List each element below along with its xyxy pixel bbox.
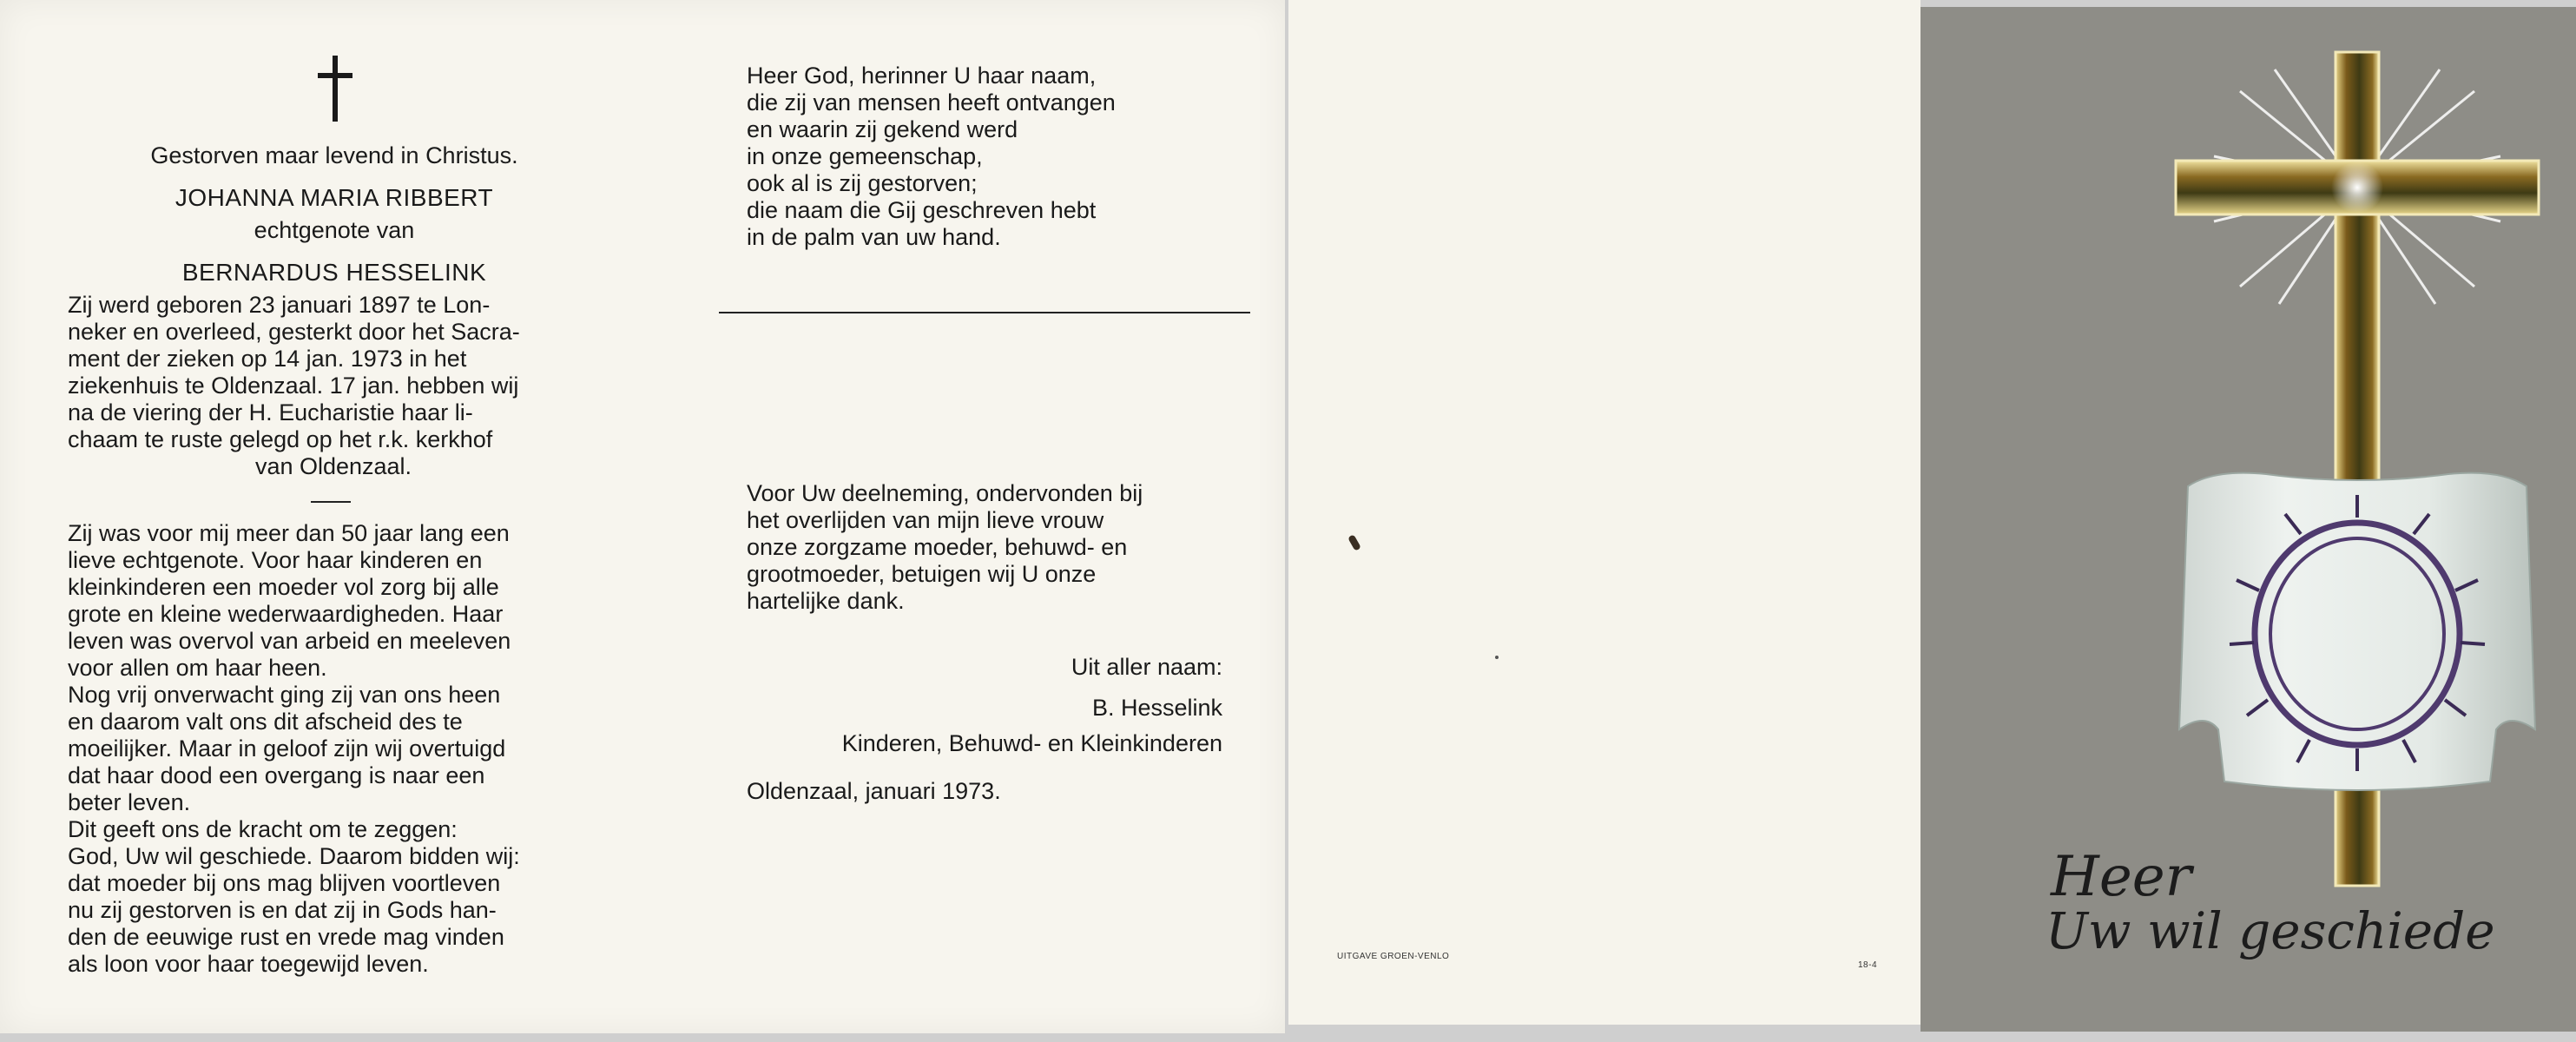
- tribute-line: Dit geeft ons de kracht om te zeggen:: [68, 816, 458, 842]
- heading-text: Gestorven maar levend in Christus.: [150, 142, 518, 168]
- tribute-line: lieve echtgenote. Voor haar kinderen en: [68, 547, 483, 573]
- prayer-line: in de palm van uw hand.: [747, 224, 1001, 250]
- spouse-name: BERNARDUS HESSELINK: [181, 259, 487, 286]
- bio-line: neker en overleed, gesterkt door het Sacra-: [68, 319, 520, 345]
- bio-line: na de viering der H. Eucharistie haar li-: [68, 399, 473, 425]
- thanks-line: hartelijke dank.: [747, 588, 905, 614]
- tribute-line: nu zij gestorven is en dat zij in Gods han-: [68, 897, 497, 923]
- cross-illustration: [2162, 35, 2561, 903]
- tribute-paragraph: [68, 520, 599, 978]
- place-date: Oldenzaal, januari 1973.: [747, 778, 1001, 804]
- prayer-paragraph: [747, 63, 1233, 251]
- cross-icon: [313, 54, 358, 123]
- signoff-intro: Uit aller naam:: [1071, 654, 1222, 680]
- thanks-line: onze zorgzame moeder, behuwd- en: [747, 534, 1128, 560]
- script-line-1: Heer: [2051, 845, 2192, 909]
- bio-paragraph: [68, 292, 599, 480]
- bio-line: van Oldenzaal.: [254, 453, 412, 479]
- divider: [311, 501, 351, 503]
- prayer-line: die zij van mensen heeft ontvangen: [747, 89, 1116, 115]
- signoff-name: B. Hesselink: [1091, 695, 1222, 721]
- tribute-line: Nog vrij onverwacht ging zij van ons heen: [68, 682, 501, 708]
- card-inner-spread: [0, 0, 1285, 1033]
- bio-line: Zij werd geboren 23 januari 1897 te Lon-: [68, 292, 491, 318]
- tribute-line: dat haar dood een overgang is naar een: [68, 762, 485, 788]
- tribute-line: Zij was voor mij meer dan 50 jaar lang een: [68, 520, 510, 546]
- tribute-line: en daarom valt ons dit afscheid des te: [68, 709, 463, 735]
- separator-line: [719, 312, 1250, 313]
- tribute-line: kleinkinderen een moeder vol zorg bij alle: [68, 574, 499, 600]
- tribute-line: leven was overvol van arbeid en meeleven: [68, 628, 511, 654]
- prayer-line: Heer God, herinner U haar naam,: [747, 63, 1097, 89]
- prayer-line: en waarin zij gekend werd: [747, 116, 1018, 142]
- prayer-line: in onze gemeenschap,: [747, 143, 983, 169]
- relation-text: echtgenote van: [254, 217, 415, 243]
- paper-speck: [1495, 656, 1499, 659]
- bio-line: chaam te ruste gelegd op het r.k. kerkhof: [68, 426, 493, 452]
- tribute-line: dat moeder bij ons mag blijven voortleven: [68, 870, 501, 896]
- cover-script-title: [2046, 845, 2495, 960]
- tribute-line: beter leven.: [68, 789, 191, 815]
- publisher-imprint: UITGAVE GROEN-VENLO: [1337, 952, 1450, 961]
- deceased-name: JOHANNA MARIA RIBBERT: [175, 184, 494, 211]
- tribute-line: grote en kleine wederwaardigheden. Haar: [68, 601, 504, 627]
- prayer-line: die naam die Gij geschreven hebt: [747, 197, 1097, 223]
- thanks-paragraph: [747, 480, 1222, 615]
- bio-line: ment der zieken op 14 jan. 1973 in het: [68, 346, 467, 372]
- script-line-2: Uw wil geschiede: [2046, 901, 2495, 960]
- thanks-line: Voor Uw deelneming, ondervonden bij: [747, 480, 1143, 506]
- tribute-line: God, Uw wil geschiede. Daarom bidden wij:: [68, 843, 520, 869]
- thanks-line: grootmoeder, betuigen wij U onze: [747, 561, 1097, 587]
- signoff-family: Kinderen, Behuwd- en Kleinkinderen: [841, 730, 1222, 756]
- tribute-line: als loon voor haar toegewijd leven.: [68, 951, 429, 977]
- tribute-line: moeilijker. Maar in geloof zijn wij overtuigd: [68, 735, 506, 762]
- tribute-line: den de eeuwige rust en vrede mag vinden: [68, 924, 504, 950]
- tribute-line: voor allen om haar heen.: [68, 655, 327, 681]
- prayer-line: ook al is zij gestorven;: [747, 170, 978, 196]
- card-back-panel: [1288, 0, 1920, 1025]
- thanks-line: het overlijden van mijn lieve vrouw: [747, 507, 1104, 533]
- bio-line: ziekenhuis te Oldenzaal. 17 jan. hebben wij: [68, 373, 519, 399]
- card-code: 18-4: [1858, 960, 1878, 970]
